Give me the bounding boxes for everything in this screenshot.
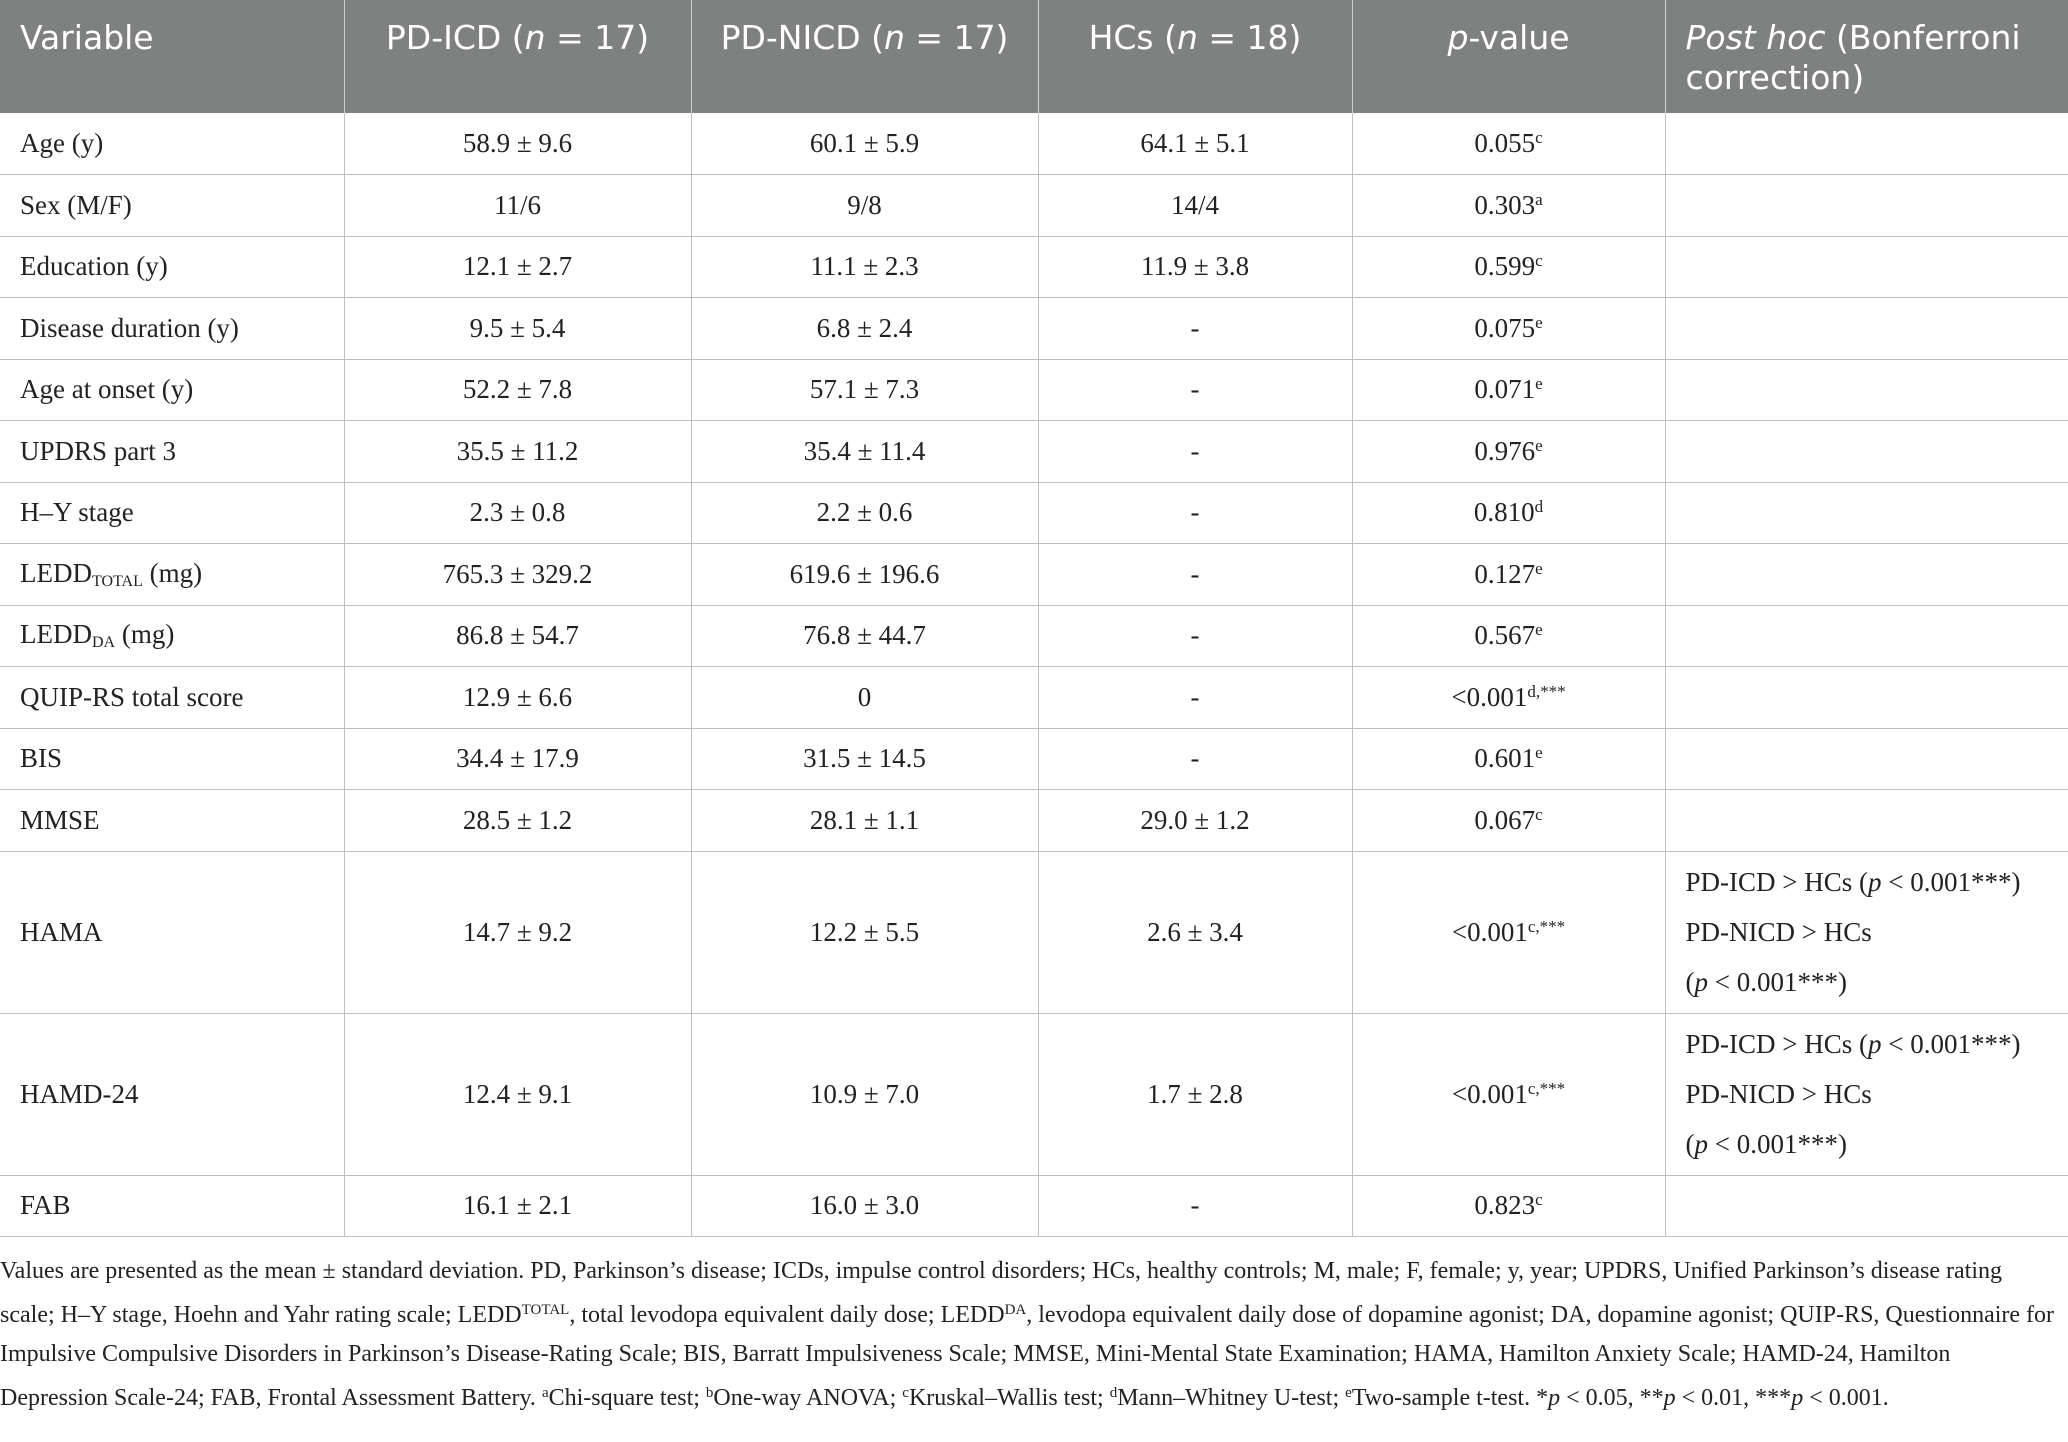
table-row xyxy=(0,482,2068,544)
header-pd-icd: PD-ICD (n = 17) xyxy=(344,0,691,113)
cell-pd-nicd: 16.0 ± 3.0 xyxy=(691,1175,1038,1237)
cell-post-hoc xyxy=(1665,482,2068,544)
table-row xyxy=(0,1013,2068,1175)
cell-pd-nicd: 11.1 ± 2.3 xyxy=(691,236,1038,298)
cell-post-hoc xyxy=(1665,359,2068,421)
cell-hcs: 11.9 ± 3.8 xyxy=(1038,236,1352,298)
cell-hcs: 1.7 ± 2.8 xyxy=(1038,1013,1352,1175)
cell-hcs: 29.0 ± 1.2 xyxy=(1038,790,1352,852)
cell-p-value: 0.071e xyxy=(1352,359,1665,421)
cell-pd-icd: 14.7 ± 9.2 xyxy=(344,851,691,1013)
cell-p-value: 0.601e xyxy=(1352,728,1665,790)
cell-post-hoc xyxy=(1665,790,2068,852)
cell-variable: FAB xyxy=(0,1175,344,1237)
cell-variable: UPDRS part 3 xyxy=(0,421,344,483)
header-pd-nicd: PD-NICD (n = 17) xyxy=(691,0,1038,113)
cell-p-value: $<0.001^{d,***}$ xyxy=(1352,667,1665,729)
cell-p-value: 0.567e xyxy=(1352,605,1665,667)
cell-variable: Age (y) xyxy=(0,113,344,175)
cell-p-value: 0.599$^c$ xyxy=(1352,236,1665,298)
cell-pd-nicd: 6.8 ± 2.4 xyxy=(691,298,1038,360)
cell-pd-nicd: 60.1 ± 5.9 xyxy=(691,113,1038,175)
cell-variable: Education (y) xyxy=(0,236,344,298)
cell-pd-nicd: 9/8 xyxy=(691,175,1038,237)
cell-pd-nicd: 10.9 ± 7.0 xyxy=(691,1013,1038,1175)
cell-pd-nicd: 619.6 ± 196.6 xyxy=(691,544,1038,606)
cell-hcs: - xyxy=(1038,667,1352,729)
cell-pd-icd: 2.3 ± 0.8 xyxy=(344,482,691,544)
cell-p-value: 0.067$^c$ xyxy=(1352,790,1665,852)
cell-variable: Age at onset (y) xyxy=(0,359,344,421)
cell-pd-icd: 12.1 ± 2.7 xyxy=(344,236,691,298)
cell-p-value: 0.127e xyxy=(1352,544,1665,606)
header-p-value: p-value xyxy=(1352,0,1665,113)
cell-variable: HAMA xyxy=(0,851,344,1013)
header-variable: Variable xyxy=(0,0,344,113)
cell-hcs: - xyxy=(1038,605,1352,667)
cell-hcs: - xyxy=(1038,728,1352,790)
cell-p-value: $<0.001^{c,***}$ xyxy=(1352,851,1665,1013)
table-body xyxy=(0,113,2068,1237)
table-row xyxy=(0,113,2068,175)
cell-pd-icd: 34.4 ± 17.9 xyxy=(344,728,691,790)
table-row xyxy=(0,851,2068,1013)
table-row xyxy=(0,1175,2068,1237)
header-hcs: HCs (n = 18) xyxy=(1038,0,1352,113)
cell-hcs: 64.1 ± 5.1 xyxy=(1038,113,1352,175)
table-row xyxy=(0,605,2068,667)
cell-p-value: 0.810$^d$ xyxy=(1352,482,1665,544)
table-row xyxy=(0,790,2068,852)
cell-hcs: - xyxy=(1038,544,1352,606)
cell-pd-icd: 12.9 ± 6.6 xyxy=(344,667,691,729)
cell-post-hoc xyxy=(1665,298,2068,360)
table-row xyxy=(0,667,2068,729)
cell-variable: $LEDD_{TOTAL}$ (mg) xyxy=(0,544,344,606)
cell-pd-nicd: 12.2 ± 5.5 xyxy=(691,851,1038,1013)
cell-pd-icd: 9.5 ± 5.4 xyxy=(344,298,691,360)
table-row xyxy=(0,544,2068,606)
table-row xyxy=(0,298,2068,360)
table-row xyxy=(0,421,2068,483)
cell-hcs: - xyxy=(1038,1175,1352,1237)
table-footnote: Values are presented as the mean ± standard deviation. PD, Parkinson’s disease; ICDs, impulse control disorders; HCs, healthy controls; M, male; F, female; y, year; UPDRS, Unified Parkinson’s disease rating scale; H–Y stage, Hoehn and Yahr rating scale; $LEDD^{TOTAL}$, total levodopa equivalent daily dose; $LEDD^{DA}$, levodopa equivalent daily dose of dopamine agonist; DA, dopamine agonist; QUIP-RS, Questionnaire for Impulsive Compulsive Disorders in Parkinson’s Disease-Rating Scale; BIS, Barratt Impulsiveness Scale; MMSE, Mini-Mental State Examination; HAMA, Hamilton Anxiety Scale; HAMD-24, Hamilton Depression Scale-24; FAB, Frontal Assessment Battery. $^a$Chi-square test; $^b$One-way ANOVA; $^c$Kruskal–Wallis test; $^d$Mann–Whitney U-test; $^e$Two-sample t-test. *p < 0.05, **p < 0.01, ***p < 0.001. xyxy=(0,1258,2055,1411)
cell-variable: MMSE xyxy=(0,790,344,852)
cell-pd-nicd: 31.5 ± 14.5 xyxy=(691,728,1038,790)
cell-variable: BIS xyxy=(0,728,344,790)
cell-post-hoc xyxy=(1665,667,2068,729)
cell-post-hoc xyxy=(1665,113,2068,175)
cell-hcs: 14/4 xyxy=(1038,175,1352,237)
cell-post-hoc xyxy=(1665,236,2068,298)
cell-hcs: - xyxy=(1038,359,1352,421)
cell-pd-icd: 11/6 xyxy=(344,175,691,237)
cell-pd-icd: 12.4 ± 9.1 xyxy=(344,1013,691,1175)
cell-variable: Sex (M/F) xyxy=(0,175,344,237)
cell-hcs: - xyxy=(1038,298,1352,360)
cell-p-value: 0.303$^a$ xyxy=(1352,175,1665,237)
cell-post-hoc xyxy=(1665,728,2068,790)
cell-pd-nicd: 0 xyxy=(691,667,1038,729)
cell-post-hoc: PD-ICD > HCs (p < 0.001***) PD-NICD > HCs (p < 0.001***) xyxy=(1665,851,2068,1013)
cell-pd-icd: 35.5 ± 11.2 xyxy=(344,421,691,483)
cell-pd-nicd: 28.1 ± 1.1 xyxy=(691,790,1038,852)
cell-pd-nicd: 57.1 ± 7.3 xyxy=(691,359,1038,421)
cell-hcs: - xyxy=(1038,482,1352,544)
cell-variable: QUIP-RS total score xyxy=(0,667,344,729)
cell-p-value: 0.976e xyxy=(1352,421,1665,483)
cell-p-value: $<0.001^{c,***}$ xyxy=(1352,1013,1665,1175)
cell-post-hoc xyxy=(1665,175,2068,237)
header-post-hoc: Post hoc (Bonferroni correction) xyxy=(1665,0,2068,113)
cell-variable: Disease duration (y) xyxy=(0,298,344,360)
table-header-row xyxy=(0,0,2068,113)
cell-variable: H–Y stage xyxy=(0,482,344,544)
cell-pd-nicd: 35.4 ± 11.4 xyxy=(691,421,1038,483)
cell-p-value: 0.823$^c$ xyxy=(1352,1175,1665,1237)
cell-pd-icd: 58.9 ± 9.6 xyxy=(344,113,691,175)
cell-hcs: 2.6 ± 3.4 xyxy=(1038,851,1352,1013)
cell-pd-nicd: 2.2 ± 0.6 xyxy=(691,482,1038,544)
cell-p-value: 0.055$^c$ xyxy=(1352,113,1665,175)
cell-variable: $LEDD_{DA}$ (mg) xyxy=(0,605,344,667)
cell-post-hoc xyxy=(1665,544,2068,606)
cell-post-hoc xyxy=(1665,605,2068,667)
cell-post-hoc xyxy=(1665,1175,2068,1237)
cell-pd-icd: 765.3 ± 329.2 xyxy=(344,544,691,606)
cell-pd-icd: 52.2 ± 7.8 xyxy=(344,359,691,421)
table-row xyxy=(0,175,2068,237)
cell-pd-icd: 86.8 ± 54.7 xyxy=(344,605,691,667)
cell-pd-icd: 16.1 ± 2.1 xyxy=(344,1175,691,1237)
cell-p-value: 0.075e xyxy=(1352,298,1665,360)
cell-variable: HAMD-24 xyxy=(0,1013,344,1175)
table-row xyxy=(0,236,2068,298)
cell-pd-nicd: 76.8 ± 44.7 xyxy=(691,605,1038,667)
table-row xyxy=(0,728,2068,790)
cell-post-hoc xyxy=(1665,421,2068,483)
cell-hcs: - xyxy=(1038,421,1352,483)
cell-post-hoc: PD-ICD > HCs (p < 0.001***) PD-NICD > HCs (p < 0.001***) xyxy=(1665,1013,2068,1175)
cell-pd-icd: 28.5 ± 1.2 xyxy=(344,790,691,852)
table-row xyxy=(0,359,2068,421)
